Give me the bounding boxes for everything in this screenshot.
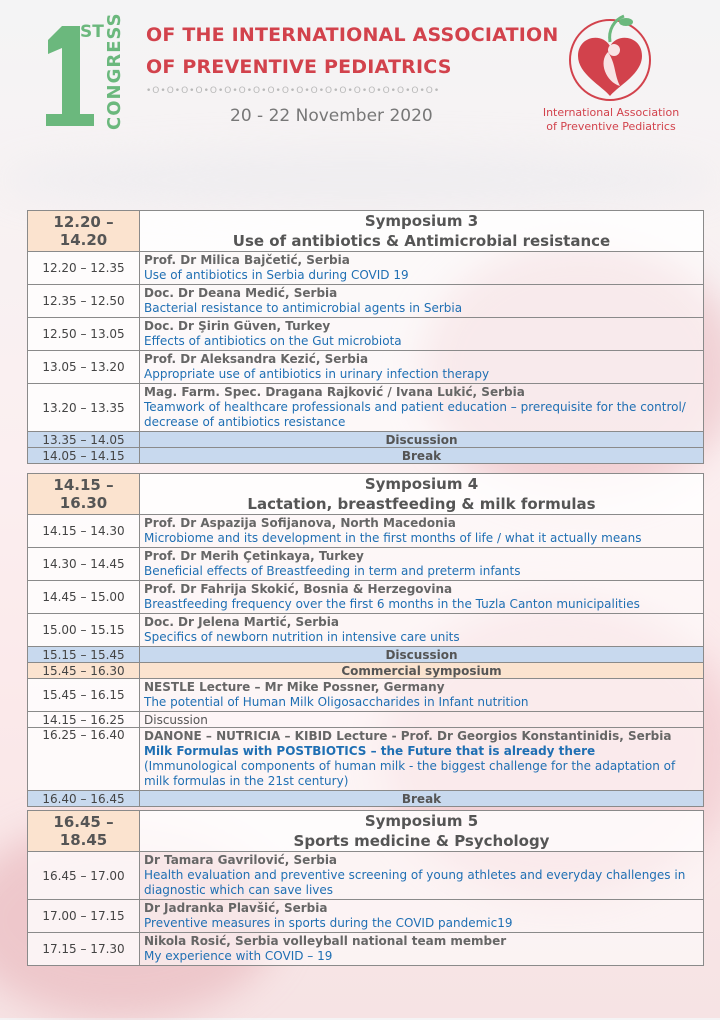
slot-time: 14.30 – 14.45 <box>28 548 140 581</box>
lecture-cell <box>140 852 704 900</box>
speaker-name: Prof. Dr Fahrija Skokić, Bosnia & Herzegovina <box>144 582 453 596</box>
symposium-time: 14.15 – 16.30 <box>28 474 140 515</box>
speaker-name: Dr Tamara Gavrilović, Serbia <box>144 853 338 867</box>
speaker-name: Dr Jadranka Plavšić, Serbia <box>144 901 328 915</box>
slot-time: 15.45 – 16.30 <box>28 663 140 679</box>
table-row <box>28 515 704 548</box>
table-row <box>28 900 704 933</box>
association-logo-icon <box>558 12 662 104</box>
lecture-cell <box>140 900 704 933</box>
symposium-5-table <box>27 810 704 966</box>
lecture-cell <box>140 581 704 614</box>
lecture-title: Appropriate use of antibiotics in urinary infection therapy <box>144 367 490 381</box>
ordinal-suffix: ST <box>80 22 104 42</box>
break-row <box>28 448 704 464</box>
slot-time: 14.15 – 14.30 <box>28 515 140 548</box>
lecture-title: Breastfeeding frequency over the first 6 months in the Tuzla Canton municipalities <box>144 597 640 611</box>
commercial-row <box>28 663 704 679</box>
lecture-cell <box>140 515 704 548</box>
symposium-number: Symposium 5 <box>364 812 479 830</box>
slot-time: 13.20 – 13.35 <box>28 384 140 432</box>
lecture-cell <box>140 614 704 647</box>
lecture-cell <box>140 252 704 285</box>
commercial-label: Commercial symposium <box>140 663 704 679</box>
lecture-cell <box>140 933 704 966</box>
speaker-name: Prof. Dr Aleksandra Kezić, Serbia <box>144 352 369 366</box>
slot-time: 13.05 – 13.20 <box>28 351 140 384</box>
symposium-subtitle: Use of antibiotics & Antimicrobial resistance <box>232 232 611 250</box>
discussion-label: Discussion <box>140 712 704 728</box>
speaker-name: Mag. Farm. Spec. Dragana Rajković / Ivana Lukić, Serbia <box>144 385 525 399</box>
lecture-title: Bacterial resistance to antimicrobial agents in Serbia <box>144 301 463 315</box>
symposium-3-table <box>27 210 704 464</box>
table-row <box>28 351 704 384</box>
decorative-dots: •O•O•O•O•O•O•O•O•O•O•O•O•O•O•O•O•O•O•O•O• <box>146 86 441 96</box>
lecture-title: The potential of Human Milk Oligosaccharides in Infant nutrition <box>144 695 529 709</box>
congress-title-line1: OF THE INTERNATIONAL ASSOCIATION <box>146 24 559 46</box>
discussion-row <box>28 712 704 728</box>
lecture-cell <box>140 679 704 712</box>
symposium-number: Symposium 4 <box>364 475 479 493</box>
slot-time: 16.25 – 16.40 <box>28 728 140 791</box>
speaker-name: Prof. Dr Merih Çetinkaya, Turkey <box>144 549 364 563</box>
lecture-title: Use of antibiotics in Serbia during COVID 19 <box>144 268 409 282</box>
lecture-cell <box>140 351 704 384</box>
table-row <box>28 384 704 432</box>
slot-time: 14.15 – 16.25 <box>28 712 140 728</box>
slot-time: 17.00 – 17.15 <box>28 900 140 933</box>
discussion-label: Discussion <box>140 647 704 663</box>
symposium-title <box>140 474 704 515</box>
lecture-cell <box>140 548 704 581</box>
lecture-cell <box>140 318 704 351</box>
table-row <box>28 679 704 712</box>
table-row <box>28 614 704 647</box>
lecture-title: Health evaluation and preventive screening of young athletes and everyday challenges in diagnostic which can save lives <box>144 868 686 897</box>
lecture-cell <box>140 384 704 432</box>
table-row <box>28 933 704 966</box>
discussion-row <box>28 647 704 663</box>
lecture-title: Teamwork of healthcare professionals and patient education – prerequisite for the control/ decrease of antibiotics resistance <box>144 400 686 429</box>
slot-time: 12.50 – 13.05 <box>28 318 140 351</box>
lecture-cell <box>140 285 704 318</box>
speaker-name: Doc. Dr Şirin Güven, Turkey <box>144 319 331 333</box>
lecture-subtitle: (Immunological components of human milk - the biggest challenge for the adaptation of milk formulas in the 21st century) <box>144 759 676 788</box>
table-row <box>28 318 704 351</box>
symposium-subtitle: Sports medicine & Psychology <box>293 832 550 850</box>
speaker-name: Nikola Rosić, Serbia volleyball national team member <box>144 934 507 948</box>
slot-time: 12.20 – 12.35 <box>28 252 140 285</box>
slot-time: 13.35 – 14.05 <box>28 432 140 448</box>
lecture-cell <box>140 728 704 791</box>
table-row <box>28 728 704 791</box>
slot-time: 16.45 – 17.00 <box>28 852 140 900</box>
symposium-4-table <box>27 473 704 807</box>
table-row <box>28 581 704 614</box>
break-label: Break <box>140 448 704 464</box>
table-row <box>28 252 704 285</box>
slot-time: 15.00 – 15.15 <box>28 614 140 647</box>
symposium-time: 12.20 – 14.20 <box>28 211 140 252</box>
slot-time: 14.45 – 15.00 <box>28 581 140 614</box>
symposium-number: Symposium 3 <box>364 212 479 230</box>
slot-time: 17.15 – 17.30 <box>28 933 140 966</box>
slot-time: 15.15 – 15.45 <box>28 647 140 663</box>
slot-time: 16.40 – 16.45 <box>28 791 140 807</box>
lecture-title: Effects of antibiotics on the Gut microbiota <box>144 334 402 348</box>
speaker-name: Prof. Dr Aspazija Sofijanova, North Macedonia <box>144 516 456 530</box>
symposium-subtitle: Lactation, breastfeeding & milk formulas <box>247 495 596 513</box>
slot-time: 14.05 – 14.15 <box>28 448 140 464</box>
congress-title-line2: OF PREVENTIVE PEDIATRICS <box>146 56 452 78</box>
lecture-title: My experience with COVID – 19 <box>144 949 333 963</box>
slot-time: 15.45 – 16.15 <box>28 679 140 712</box>
lecture-title: Milk Formulas with POSTBIOTICS – the Future that is already there <box>144 744 596 758</box>
congress-dates: 20 - 22 November 2020 <box>230 106 433 126</box>
discussion-row <box>28 432 704 448</box>
break-row <box>28 791 704 807</box>
slot-time: 12.35 – 12.50 <box>28 285 140 318</box>
symposium-title <box>140 211 704 252</box>
lecture-title: Preventive measures in sports during the COVID pandemic19 <box>144 916 513 930</box>
speaker-name: DANONE – NUTRICIA – KIBID Lecture - Prof. Dr Georgios Konstantinidis, Serbia <box>144 729 672 743</box>
congress-vertical-word: CONGRESS <box>104 12 125 130</box>
table-row <box>28 548 704 581</box>
speaker-name: Doc. Dr Deana Medić, Serbia <box>144 286 338 300</box>
speaker-name: Prof. Dr Milica Bajčetić, Serbia <box>144 253 350 267</box>
speaker-name: Doc. Dr Jelena Martić, Serbia <box>144 615 339 629</box>
symposium-time: 16.45 – 18.45 <box>28 811 140 852</box>
symposium-title <box>140 811 704 852</box>
table-row <box>28 852 704 900</box>
background-shape <box>0 150 720 210</box>
lecture-title: Microbiome and its development in the first months of life / what it actually means <box>144 531 642 545</box>
association-name: International Association of Preventive Pediatrics <box>542 106 680 133</box>
lecture-title: Specifics of newborn nutrition in intensive care units <box>144 630 460 644</box>
discussion-label: Discussion <box>140 432 704 448</box>
speaker-name: NESTLE Lecture – Mr Mike Possner, Germany <box>144 680 445 694</box>
table-row <box>28 285 704 318</box>
break-label: Break <box>140 791 704 807</box>
lecture-title: Beneficial effects of Breastfeeding in term and preterm infants <box>144 564 521 578</box>
